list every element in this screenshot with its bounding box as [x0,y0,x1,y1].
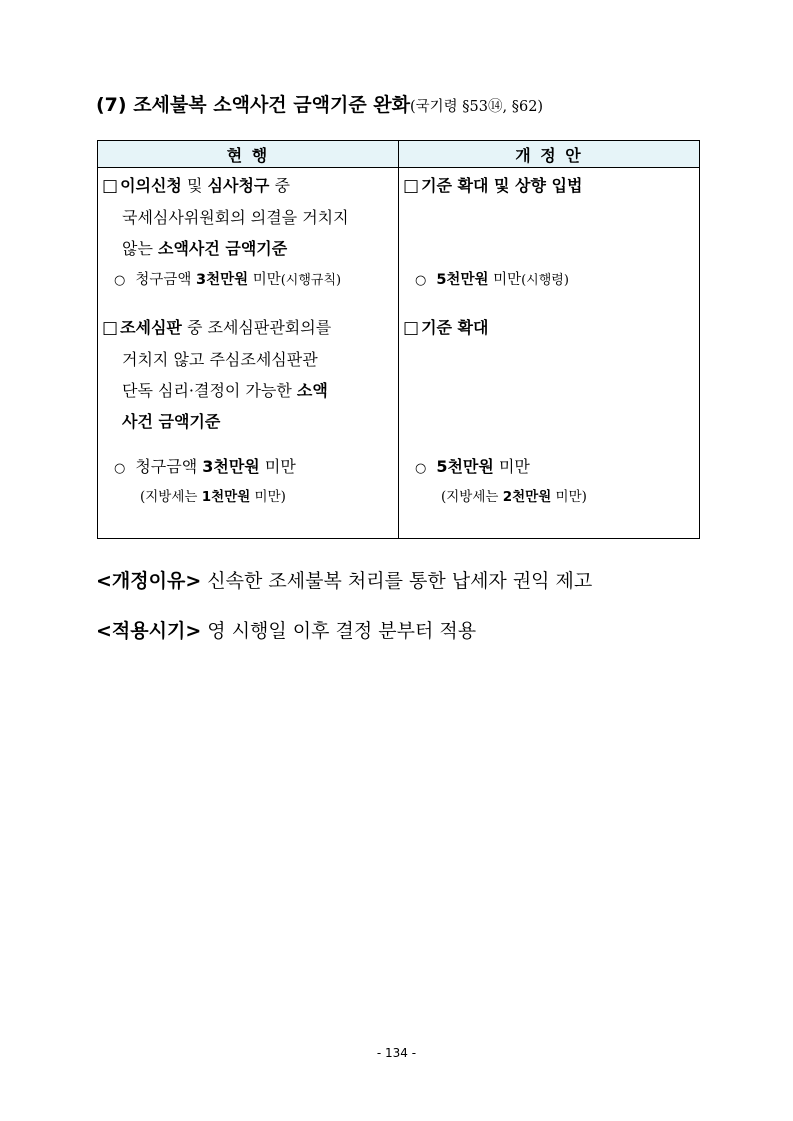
section-heading [96,90,756,117]
checkbox-square-icon: □ [403,318,420,338]
amendment-reason [96,566,736,593]
checkbox-square-icon: □ [403,176,420,196]
legal-reference: (국기령 §53⑭, §62) [410,99,544,115]
row2-current-note: (지방세는 1천만원 미만) [140,489,286,505]
checkbox-square-icon: □ [102,176,119,196]
application-date [96,616,736,643]
comparison-table [97,140,700,539]
row1-current: □ 이의신청 및 심사청구 중 국세심사위원회의 의결을 거치지 않는 소액사건 금액기준 ○ 청구금액 3천만원 미만(시행규칙) [98,168,399,301]
row1-proposed-item: □ 기준 확대 및 상향 입법 [403,176,583,196]
circle-bullet-icon: ○ [415,461,427,476]
row2-proposed-sub: ○ 5천만원 미만 [415,457,530,476]
row1-current-item: □ 이의신청 및 심사청구 중 [102,176,290,196]
header-proposed: 개 정 안 [399,141,700,168]
circle-bullet-icon: ○ [114,273,126,288]
row1-proposed [399,168,700,301]
row2-current-sub: ○ 청구금액 3천만원 미만 [114,457,296,476]
row2-current-item: □ 조세심판 중 조세심판관회의를 [102,318,332,338]
circle-bullet-icon: ○ [415,273,427,288]
reason-label: <개정이유> [96,570,202,592]
row2-proposed [399,300,700,539]
apply-label: <적용시기> [96,620,202,642]
row1-proposed-sub: ○ 5천만원 미만(시행령) [415,272,569,288]
header-current: 현 행 [98,141,399,168]
page-number: - 134 - [376,1046,417,1060]
row2-current: □ 조세심판 중 조세심판관회의를 거치지 않고 주심조세심판관 단독 심리·결정이 가능한 소액 사건 금액기준 ○ 청구금액 3천만원 미만 (지방세는 1천만원 미만) [98,300,399,539]
apply-text: 영 시행일 이후 결정 분부터 적용 [201,620,477,642]
row1-current-sub: ○ 청구금액 3천만원 미만(시행규칙) [114,272,342,288]
circle-bullet-icon: ○ [114,461,126,476]
checkbox-square-icon: □ [102,318,119,338]
row2-proposed-note: (지방세는 2천만원 미만) [441,489,587,505]
row2-proposed-item: □ 기준 확대 [403,318,489,338]
reason-text: 신속한 조세불복 처리를 통한 납세자 권익 제고 [201,570,593,592]
section-title: (7) 조세불복 소액사건 금액기준 완화 [96,94,411,116]
